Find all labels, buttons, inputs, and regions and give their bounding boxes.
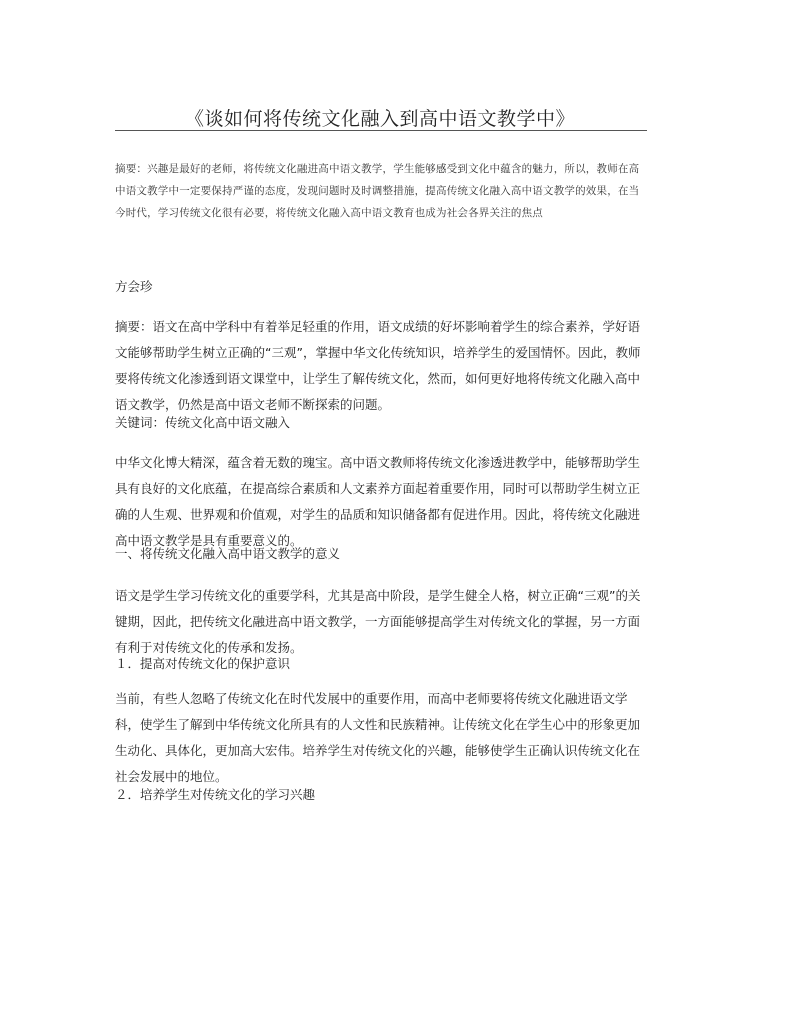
- author-name: 方会珍: [115, 279, 153, 294]
- document-title: 《谈如何将传统文化融入到高中语文教学中》: [184, 108, 575, 130]
- section-heading-1: 一、将传统文化融入高中语文教学的意义: [115, 546, 341, 561]
- subsection-heading-1: １．提高对传统文化的保护意识: [115, 656, 291, 671]
- intro-paragraph: 中华文化博大精深，蕴含着无数的瑰宝。高中语文教师将传统文化渗透进教学中，能够帮助学生具有良好的文化底蕴，在提高综合素质和人文素养方面起着重要作用，同时可以帮助学生树立正确的人生观、世界观和价值观，对学生的品质和知识储备都有促进作用。因此，将传统文化融进高中语文教学是具有重要意义的。: [115, 455, 641, 548]
- title-divider: [115, 130, 647, 131]
- keywords-line: 关键词：传统文化高中语文融入: [115, 415, 291, 430]
- subsection1-paragraph: 当前，有些人忽略了传统文化在时代发展中的重要作用，而高中老师要将传统文化融进语文学科，使学生了解到中华传统文化所具有的人文性和民族精神。让传统文化在学生心中的形象更加生动化、具体化，更加高大宏伟。培养学生对传统文化的兴趣，能够使学生正确认识传统文化在社会发展中的地位。: [115, 691, 641, 784]
- summary-paragraph: 摘要：兴趣是最好的老师，将传统文化融进高中语文教学，学生能够感受到文化中蕴含的魅力，所以，教师在高中语文教学中一定要保持严谨的态度，发现问题时及时调整措施，提高传统文化融入高中语文教学的效果，在当今时代，学习传统文化很有必要，将传统文化融入高中语文教育也成为社会各界关注的焦点: [115, 163, 640, 219]
- subsection-heading-2: ２．培养学生对传统文化的学习兴趣: [115, 787, 316, 802]
- abstract-paragraph: 摘要：语文在高中学科中有着举足轻重的作用，语文成绩的好坏影响着学生的综合素养，学好语文能够帮助学生树立正确的“三观”，掌握中华文化传统知识，培养学生的爱国情怀。因此，教师要将传统文化渗透到语文课堂中，让学生了解传统文化，然而，如何更好地将传统文化融入高中语文教学，仍然是高中语文老师不断探索的问题。: [115, 319, 641, 412]
- section1-paragraph: 语文是学生学习传统文化的重要学科，尤其是高中阶段，是学生健全人格，树立正确“三观”的关键期，因此，把传统文化融进高中语文教学，一方面能够提高学生对传统文化的掌握，另一方面有利于对传统文化的传承和发扬。: [115, 588, 641, 655]
